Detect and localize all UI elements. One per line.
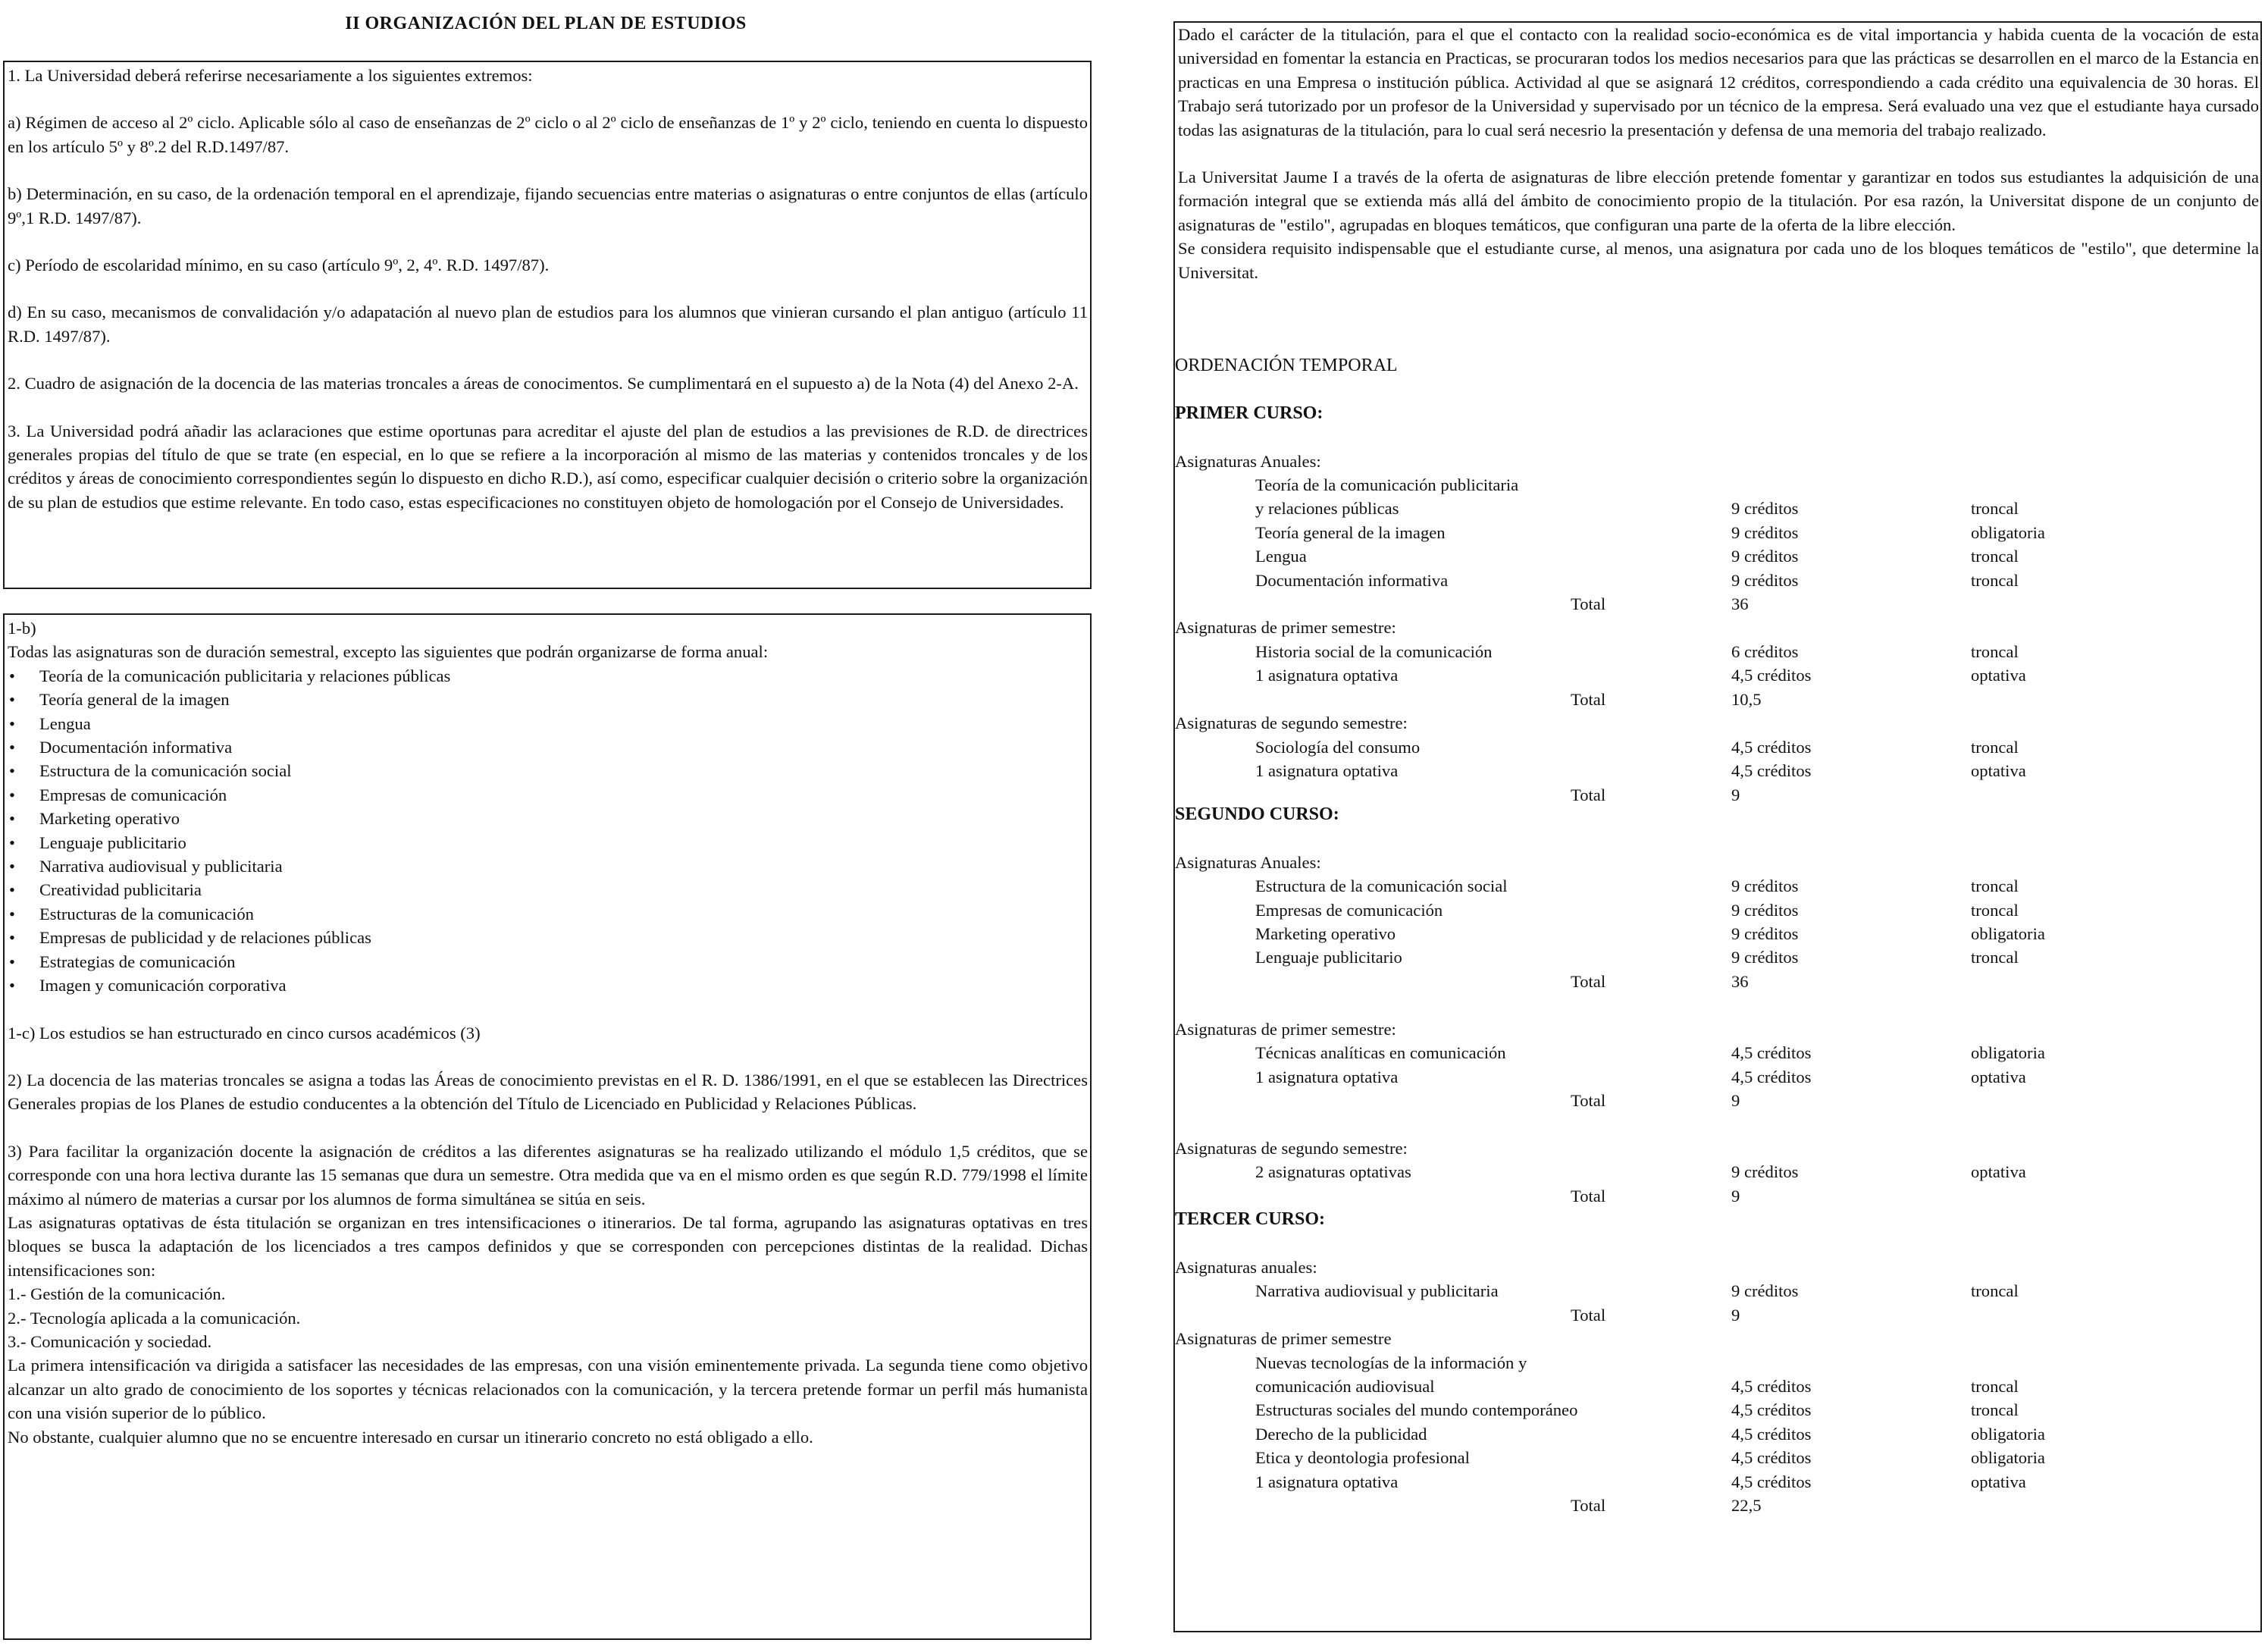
instruction-c: c) Período de escolaridad mínimo, en su caso (artículo 9º, 2, 4º. R.D. 1497/87). — [8, 256, 550, 275]
subject-name: 1 asignatura optativa — [1255, 761, 1399, 780]
subject-credits: 9 créditos — [1731, 547, 1799, 566]
total-value: 22,5 — [1731, 1496, 1762, 1515]
total-row — [1175, 1089, 2268, 1112]
subject-credits: 4,5 créditos — [1731, 761, 1812, 780]
subject-credits: 9 créditos — [1731, 948, 1799, 967]
answers-box — [3, 613, 1092, 1640]
instruction-intro: 1. La Universidad deberá referirse necesariamente a los siguientes extremos: — [8, 66, 533, 85]
itinerary-item: 3.- Comunicación y sociedad. — [8, 1331, 212, 1351]
subject-type: troncal — [1971, 1281, 2019, 1300]
subject-name: 1 asignatura optativa — [1255, 1068, 1399, 1086]
subject-type: optativa — [1971, 1068, 2026, 1086]
subject-name: Lengua — [1255, 547, 1307, 566]
subject-type: optativa — [1971, 761, 2026, 780]
subject-name: Narrativa audiovisual y publicitaria — [1255, 1281, 1499, 1300]
section-3: 3) Para facilitar la organización docente la asignación de créditos a las diferentes asignaturas se ha realizado utilizando el módulo 1,5 créditos, que se corresponde con una hora lectiva durante las 15 semanas que dura un semestre. Otra medida que va en el mismo orden es que según R.D. 779/1998 el límite máximo al número de materias a cursar por los alumnos de forma simultánea se sitúa en seis. — [8, 1141, 1088, 1209]
instruction-b: b) Determinación, en su caso, de la ordenación temporal en el aprendizaje, fijando secuencias entre materias o asignaturas o entre conjuntos de ellas (artículo 9º,1 R.D. 1497/87). — [8, 184, 1088, 227]
table-row — [1175, 1398, 2268, 1422]
list-item: • Creatividad publicitaria — [8, 878, 1088, 901]
subject-type: obligatoria — [1971, 1448, 2045, 1467]
list-item: • Empresas de comunicación — [8, 783, 1088, 807]
instruction-2: 2. Cuadro de asignación de la docencia de las materias troncales a áreas de conocimentos. Se cumplimentará en el supuesto a) de la Nota (4) del Anexo 2-A. — [8, 374, 1079, 393]
group-heading: Asignaturas de segundo semestre: — [1175, 1139, 1408, 1158]
subject-credits: 6 créditos — [1731, 642, 1799, 661]
subject-type: troncal — [1971, 547, 2019, 566]
subject-credits: 9 créditos — [1731, 924, 1799, 943]
ordenacion-heading: ORDENACIÓN TEMPORAL — [1175, 356, 1398, 375]
section-2: 2) La docencia de las materias troncales se asigna a todas las Áreas de conocimiento previstas en el R. D. 1386/1991, en el que se establecen las Directrices Generales propias de los Planes de estudio conducentes a la obtención del Título de Licenciado en Publicidad y Relaciones Públicas. — [8, 1070, 1088, 1114]
total-label: Total — [1571, 785, 1606, 804]
subject-name: Lenguaje publicitario — [1255, 948, 1402, 967]
practicas-paragraph: Dado el carácter de la titulación, para el que el contacto con la realidad socio-económica es de vital importancia y habida cuenta de la vocación de esta universidad en fomentar la estancia en Practicas, se procuraran todos los medios necesarios para que las prácticas se desarrollen en el marco de la Estancia en practicas en una Empresa o institución pública. Actividad al que se asignará 12 créditos, correspondiendo a cada crédito una equivalencia de 30 horas. El Trabajo será tutorizado por un profesor de la Universidad y supervisado por un técnico de la empresa. Será evaluado una vez que el estudiante haya cursado todas las asignaturas de la titulación, para lo cual será necesrio la presentación y defensa de una memoria del trabajo realizado. — [1178, 25, 2259, 140]
section-1c: 1-c) Los estudios se han estructurado en cinco cursos académicos (3) — [8, 1023, 481, 1042]
total-value: 9 — [1731, 1091, 1740, 1110]
table-row — [1175, 1375, 2268, 1398]
instruction-a: a) Régimen de acceso al 2º ciclo. Aplicable sólo al caso de enseñanzas de 2º ciclo o al 2º ciclo de enseñanzas de 1º y 2º ciclo, teniendo en cuenta lo dispuesto en los artículo 5º y 8º.2 del R.D.1497/87. — [8, 113, 1088, 156]
table-row — [1175, 663, 2268, 687]
group-heading: Asignaturas Anuales: — [1175, 853, 1321, 872]
subject-name: Marketing operativo — [1255, 924, 1396, 943]
total-label: Total — [1571, 1496, 1606, 1515]
total-label: Total — [1571, 690, 1606, 709]
subject-name: Estructuras sociales del mundo contemporáneo — [1255, 1400, 1578, 1419]
subject-type: obligatoria — [1971, 924, 2045, 943]
answers-text — [8, 616, 1088, 1449]
list-item: • Marketing operativo — [8, 807, 1088, 830]
page-title: II ORGANIZACIÓN DEL PLAN DE ESTUDIOS — [345, 14, 747, 33]
group-heading: Asignaturas de primer semestre — [1175, 1329, 1392, 1348]
total-label: Total — [1571, 1187, 1606, 1205]
subject-credits: 4,5 créditos — [1731, 1400, 1812, 1419]
instruction-3: 3. La Universidad podrá añadir las aclaraciones que estime oportunas para acreditar el ajuste del plan de estudios a las previsiones de R.D. de directrices generales propias del título de que se trate (en especial, en lo que se refiere a la incorporación al mismo de las materias y contenidos troncales y de los créditos y áreas de conocimiento correspondientes según lo dispuesto en dicho R.D.), así como, especificar cualquier decisión o criterio sobre la organización de su plan de estudios que estime relevante. En todo caso, estas especificaciones no constituyen objeto de homologación por el Consejo de Universidades. — [8, 421, 1088, 512]
subject-credits: 4,5 créditos — [1731, 738, 1812, 757]
instructions-text — [8, 64, 1088, 514]
list-item: • Empresas de publicidad y de relaciones públicas — [8, 926, 1088, 949]
list-item: • Estructura de la comunicación social — [8, 759, 1088, 782]
table-row — [1175, 521, 2268, 544]
subject-name: Documentación informativa — [1255, 571, 1449, 590]
subject-credits: 9 créditos — [1731, 901, 1799, 920]
subject-name: Etica y deontologia profesional — [1255, 1448, 1470, 1467]
subject-name: Técnicas analíticas en comunicación — [1255, 1043, 1506, 1062]
table-row — [1175, 1422, 2268, 1446]
segundo-curso-heading: SEGUNDO CURSO: — [1175, 804, 1339, 824]
total-label: Total — [1571, 594, 1606, 613]
instructions-box — [3, 61, 1092, 589]
requisito-paragraph: Se considera requisito indispensable que el estudiante curse, al menos, una asignatura por cada uno de los bloques temáticos de "estilo", que determine la Universitat. — [1178, 239, 2259, 282]
subject-name: 1 asignatura optativa — [1255, 666, 1399, 685]
total-row — [1175, 1184, 2268, 1208]
subject-type: optativa — [1971, 1472, 2026, 1491]
section-1b-heading: 1-b) — [8, 619, 36, 638]
itineraries-paragraph: Las asignaturas optativas de ésta titulación se organizan en tres intensificaciones o itinerarios. De tal forma, agrupando las asignaturas optativas en tres bloques se busca la adaptación de los licenciados a tres campos definidos y que se corresponden con percepciones distintas de la realidad. Dichas intensificaciones son: — [8, 1212, 1088, 1280]
subject-credits: 4,5 créditos — [1731, 666, 1812, 685]
subject-name: y relaciones públicas — [1255, 499, 1399, 518]
subject-credits: 4,5 créditos — [1731, 1425, 1812, 1444]
subject-name: Sociología del consumo — [1255, 738, 1421, 757]
subject-credits: 4,5 créditos — [1731, 1377, 1812, 1396]
list-item: • Estructuras de la comunicación — [8, 902, 1088, 926]
table-row — [1175, 1470, 2268, 1494]
total-value: 9 — [1731, 1306, 1740, 1325]
subject-type: troncal — [1971, 901, 2019, 920]
section-1b-intro: Todas las asignaturas son de duración semestral, excepto las siguientes que podrán organizarse de forma anual: — [8, 642, 769, 662]
total-row — [1175, 970, 2268, 993]
subject-name: Empresas de comunicación — [1255, 901, 1443, 920]
subject-name: Teoría de la comunicación publicitaria — [1255, 475, 1519, 494]
itinerary-item: 2.- Tecnología aplicada a la comunicación. — [8, 1308, 301, 1328]
group-heading: Asignaturas de segundo semestre: — [1175, 713, 1408, 732]
subject-type: troncal — [1971, 1377, 2019, 1396]
table-row — [1175, 497, 2268, 520]
table-row — [1175, 1065, 2268, 1089]
subject-credits: 4,5 créditos — [1731, 1472, 1812, 1491]
total-row — [1175, 1494, 2268, 1517]
instruction-d: d) En su caso, mecanismos de convalidación y/o adapatación al nuevo plan de estudios para los alumnos que vinieran cursando el plan antiguo (artículo 11 R.D. 1497/87). — [8, 303, 1088, 346]
total-label: Total — [1571, 1091, 1606, 1110]
subject-credits: 4,5 créditos — [1731, 1448, 1812, 1467]
total-row — [1175, 1303, 2268, 1327]
subject-type: troncal — [1971, 1400, 2019, 1419]
subject-type: obligatoria — [1971, 1043, 2045, 1062]
practicas-text — [1178, 23, 2259, 284]
subject-name: comunicación audiovisual — [1255, 1377, 1435, 1396]
study-plan-box — [1173, 21, 2262, 1632]
subject-type: troncal — [1971, 499, 2019, 518]
total-label: Total — [1571, 1306, 1606, 1325]
subject-name: 1 asignatura optativa — [1255, 1472, 1399, 1491]
table-row — [1175, 1160, 2268, 1184]
table-row — [1175, 569, 2268, 592]
table-row — [1175, 945, 2268, 969]
subject-name: Nuevas tecnologías de la información y — [1255, 1353, 1527, 1372]
itinerary-item: 1.- Gestión de la comunicación. — [8, 1284, 226, 1304]
subject-type: obligatoria — [1971, 523, 2045, 542]
total-value: 9 — [1731, 1187, 1740, 1205]
subject-credits: 4,5 créditos — [1731, 1068, 1812, 1086]
subject-credits: 9 créditos — [1731, 1162, 1799, 1181]
subject-type: obligatoria — [1971, 1425, 2045, 1444]
subject-credits: 9 créditos — [1731, 523, 1799, 542]
subject-name: Historia social de la comunicación — [1255, 642, 1493, 661]
table-row — [1175, 898, 2268, 922]
list-item: • Teoría de la comunicación publicitaria y relaciones públicas — [8, 664, 1088, 688]
total-label: Total — [1571, 972, 1606, 991]
subject-credits: 9 créditos — [1731, 876, 1799, 895]
total-value: 10,5 — [1731, 690, 1762, 709]
table-row — [1175, 544, 2268, 568]
primer-curso-heading: PRIMER CURSO: — [1175, 403, 1324, 423]
group-heading: Asignaturas anuales: — [1175, 1258, 1317, 1277]
list-item: • Lengua — [8, 712, 1088, 735]
subject-type: optativa — [1971, 666, 2026, 685]
group-heading: Asignaturas de primer semestre: — [1175, 1020, 1396, 1039]
subject-type: troncal — [1971, 876, 2019, 895]
table-row — [1175, 640, 2268, 663]
subject-type: troncal — [1971, 642, 2019, 661]
annual-subjects-list — [8, 664, 1088, 998]
total-value: 36 — [1731, 594, 1749, 613]
subject-name: Teoría general de la imagen — [1255, 523, 1446, 542]
list-item: • Estrategias de comunicación — [8, 950, 1088, 973]
subject-type: troncal — [1971, 738, 2019, 757]
group-heading: Asignaturas Anuales: — [1175, 452, 1321, 471]
table-row — [1175, 1446, 2268, 1469]
subject-type: troncal — [1971, 571, 2019, 590]
table-row — [1175, 1279, 2268, 1303]
itineraries-detail: La primera intensificación va dirigida a satisfacer las necesidades de las empresas, con una visión eminentemente privada. La segunda tiene como objetivo alcanzar un alto grado de conocimiento de los soportes y técnicas relacionados con la comunicación, y la tercera pretende formar un perfil más humanista con una visión superior de lo público. — [8, 1356, 1088, 1423]
subject-name: 2 asignaturas optativas — [1255, 1162, 1411, 1181]
list-item: • Imagen y comunicación corporativa — [8, 973, 1088, 997]
subject-credits: 4,5 créditos — [1731, 1043, 1812, 1062]
list-item: • Lenguaje publicitario — [8, 831, 1088, 854]
subject-credits: 9 créditos — [1731, 571, 1799, 590]
table-row — [1175, 759, 2268, 782]
subject-credits: 9 créditos — [1731, 499, 1799, 518]
subject-name: Estructura de la comunicación social — [1255, 876, 1508, 895]
subject-type: troncal — [1971, 948, 2019, 967]
subject-credits: 9 créditos — [1731, 1281, 1799, 1300]
table-row — [1175, 922, 2268, 945]
table-row — [1175, 1041, 2268, 1064]
group-heading: Asignaturas de primer semestre: — [1175, 618, 1396, 637]
subject-type: optativa — [1971, 1162, 2026, 1181]
tercer-curso-heading: TERCER CURSO: — [1175, 1209, 1326, 1229]
total-value: 9 — [1731, 785, 1740, 804]
itineraries-note: No obstante, cualquier alumno que no se encuentre interesado en cursar un itinerario concreto no está obligado a ello. — [8, 1427, 813, 1447]
list-item: • Documentación informativa — [8, 735, 1088, 759]
list-item: • Narrativa audiovisual y publicitaria — [8, 854, 1088, 878]
table-row — [1175, 735, 2268, 759]
total-value: 36 — [1731, 972, 1749, 991]
total-row — [1175, 688, 2268, 711]
total-row — [1175, 592, 2268, 616]
list-item: • Teoría general de la imagen — [8, 688, 1088, 711]
subject-name: Derecho de la publicidad — [1255, 1425, 1427, 1444]
table-row — [1175, 874, 2268, 898]
libre-eleccion-paragraph: La Universitat Jaume I a través de la oferta de asignaturas de libre elección pretende fomentar y garantizar en todos sus estudiantes la adquisición de una formación integral que se extienda más allá del ámbito de conocimiento propio de la titulación. Por esa razón, la Universitat dispone de un conjunto de asignaturas de "estilo", agrupadas en bloques temáticos, que configuran una parte de la oferta de la libre elección. — [1178, 168, 2259, 234]
